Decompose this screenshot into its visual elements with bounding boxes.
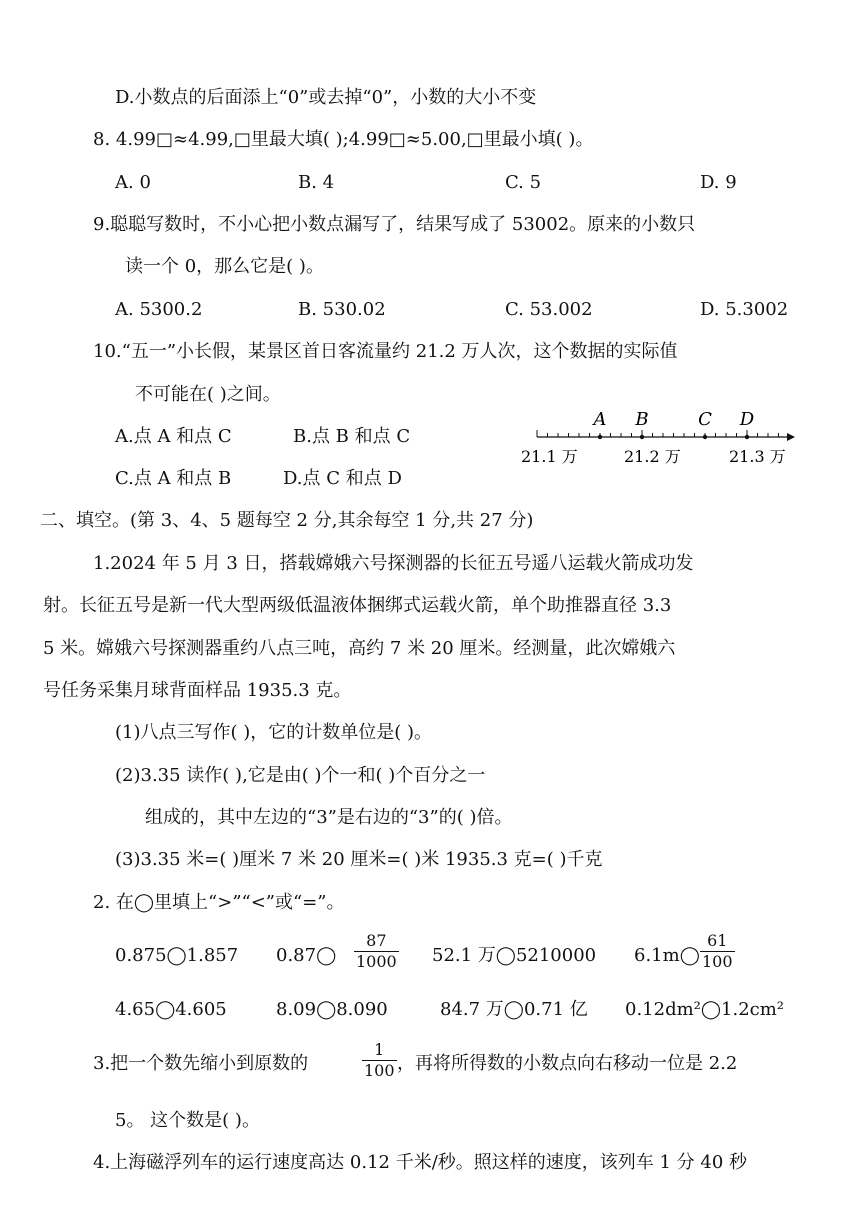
number-line-point-label-b: B [635, 409, 649, 430]
f2-fraction-87-1000 [354, 932, 399, 971]
f2-compare-5: 4.65◯4.605 [115, 999, 227, 1020]
f1-sub-2a: (2)3.35 读作( ),它是由( )个一和( )个百分之一 [115, 765, 486, 786]
f1-sub-2b: 组成的，其中左边的“3”是右边的“3”的( )倍。 [145, 807, 513, 828]
q8-option-c: C. 5 [505, 172, 542, 193]
number-line-point-label-d: D [739, 409, 755, 430]
fraction-denominator: 1000 [356, 952, 397, 971]
fraction-numerator: 1 [374, 1040, 385, 1059]
q9-option-b: B. 530.02 [298, 299, 386, 320]
f2-stem: 2. 在◯里填上“>”“<”或“=”。 [93, 892, 345, 913]
number-line-arrow [787, 433, 795, 441]
number-line-point-a [598, 435, 602, 439]
number-line-label-21-1: 21.1 万 [521, 447, 578, 466]
q8-option-b: B. 4 [298, 172, 335, 193]
fraction-numerator: 61 [707, 931, 728, 950]
number-line-point-label-a: A [593, 409, 607, 430]
fraction-denominator: 100 [364, 1061, 395, 1080]
f1-sub-1: (1)八点三写作( )，它的计数单位是( )。 [115, 722, 433, 743]
f2-compare-6: 8.09◯8.090 [276, 999, 388, 1020]
q9-line-1: 9.聪聪写数时，不小心把小数点漏写了，结果写成了 53002。原来的小数只 [93, 214, 696, 235]
number-line-figure [515, 405, 800, 467]
f4-line-1: 4.上海磁浮列车的运行速度高达 0.12 千米/秒。照这样的速度，该列车 1 分 40 秒 [93, 1152, 747, 1173]
f3-line-2: 5。 这个数是( )。 [115, 1110, 260, 1131]
f3-line-1a: 3.把一个数先缩小到原数的 [93, 1053, 309, 1074]
number-line-point-b [640, 435, 644, 439]
f3-line-1b: ，再将所得数的小数点向右移动一位是 2.2 [397, 1053, 738, 1074]
fraction-numerator: 87 [366, 931, 387, 950]
f2-compare-7: 84.7 万◯0.71 亿 [440, 999, 588, 1020]
q7-option-d: D.小数点的后面添上“0”或去掉“0”，小数的大小不变 [115, 87, 537, 108]
f2-fraction-61-100 [700, 932, 735, 971]
number-line-point-c [703, 435, 707, 439]
q8-option-a: A. 0 [115, 172, 151, 193]
q10-line-1: 10.“五一”小长假，某景区首日客流量约 21.2 万人次，这个数据的实际值 [93, 341, 678, 362]
number-line-label-21-2: 21.2 万 [624, 447, 681, 466]
q8-stem: 8. 4.99□≈4.99,□里最大填( );4.99□≈5.00,□里最小填( )。 [93, 129, 594, 150]
number-line-label-21-3: 21.3 万 [729, 447, 786, 466]
f2-compare-4: 6.1m◯ [634, 945, 700, 966]
q10-option-c: C.点 A 和点 B [115, 468, 232, 489]
number-line-point-d [745, 435, 749, 439]
f1-line-1: 1.2024 年 5 月 3 日，搭载嫦娥六号探测器的长征五号遥八运载火箭成功发 [93, 553, 694, 574]
q10-option-b: B.点 B 和点 C [293, 426, 411, 447]
f1-line-2: 射。长征五号是新一代大型两级低温液体捆绑式运载火箭，单个助推器直径 3.3 [43, 595, 672, 616]
number-line-point-label-c: C [698, 409, 712, 430]
f3-fraction-1-100 [362, 1041, 397, 1080]
section-2-title: 二、填空。(第 3、4、5 题每空 2 分,其余每空 1 分,共 27 分) [40, 510, 534, 531]
f2-compare-1: 0.875◯1.857 [115, 945, 239, 966]
q9-option-d: D. 5.3002 [700, 299, 789, 320]
f2-compare-3: 52.1 万◯5210000 [432, 945, 597, 966]
q9-option-a: A. 5300.2 [115, 299, 203, 320]
f1-sub-3: (3)3.35 米=( )厘米 7 米 20 厘米=( )米 1935.3 克=( )千克 [115, 849, 603, 870]
q8-option-d: D. 9 [700, 172, 737, 193]
f1-line-3: 5 米。嫦娥六号探测器重约八点三吨，高约 7 米 20 厘米。经测量，此次嫦娥六 [43, 638, 676, 659]
fraction-denominator: 100 [702, 952, 733, 971]
f2-compare-8: 0.12dm²◯1.2cm² [625, 999, 785, 1020]
f2-compare-2: 0.87◯ [276, 945, 337, 966]
q9-line-2: 读一个 0，那么它是( )。 [125, 256, 324, 277]
q10-line-2: 不可能在( )之间。 [135, 384, 281, 405]
q9-option-c: C. 53.002 [505, 299, 593, 320]
q10-option-a: A.点 A 和点 C [115, 426, 232, 447]
f1-line-4: 号任务采集月球背面样品 1935.3 克。 [43, 680, 352, 701]
q10-option-d: D.点 C 和点 D [283, 468, 402, 489]
